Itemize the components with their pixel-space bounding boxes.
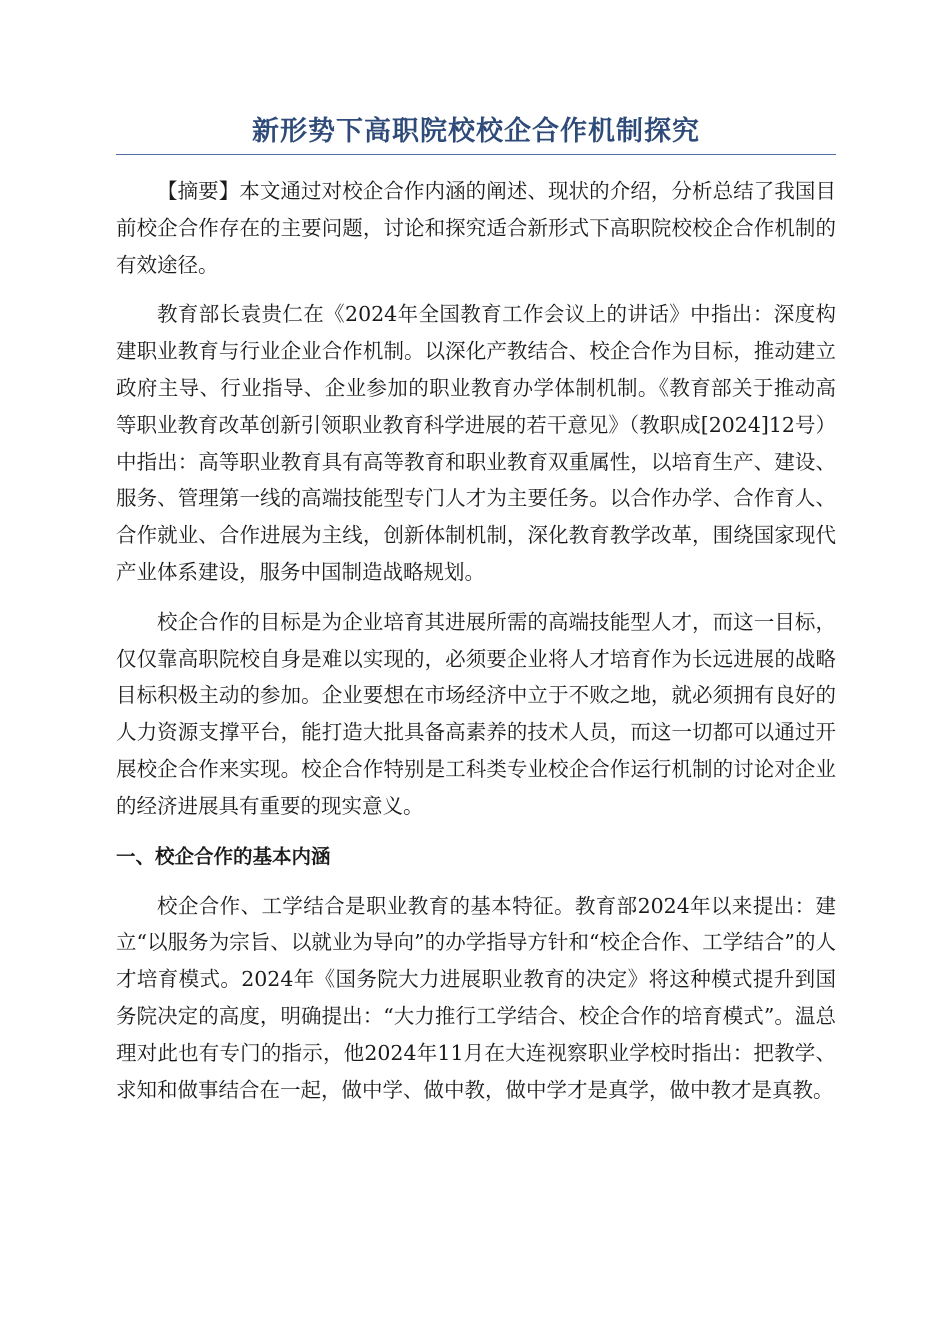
body-paragraph-education-minister: 教育部长袁贵仁在《2024年全国教育工作会议上的讲话》中指出：深度构建职业教育与行业企业合作机制。以深化产教结合、校企合作为目标，推动建立政府主导、行业指导、企业参加的职业教育办学体制机制。《教育部关于推动高等职业教育改革创新引领职业教育科学进展的若干意见》（教职成[2024]12号）中指出：高等职业教育具有高等教育和职业教育双重属性，以培育生产、建设、服务、管理第一线的高端技能型专门人才为主要任务。以合作办学、合作育人、合作就业、合作进展为主线，创新体制机制，深化教育教学改革，围绕国家现代产业体系建设，服务中国制造战略规划。 bbox=[116, 302, 836, 584]
document-page bbox=[116, 112, 836, 1108]
section-heading-basic-connotation: 一、校企合作的基本内涵 bbox=[116, 844, 331, 868]
body-paragraph-basic-features: 校企合作、工学结合是职业教育的基本特征。教育部2024年以来提出：建立“以服务为宗旨、以就业为导向”的办学指导方针和“校企合作、工学结合”的人才培育模式。2024年《国务院大力进展职业教育的决定》将这种模式提升到国务院决定的高度，明确提出：“大力推行工学结合、校企合作的培育模式”。温总理对此也有专门的指示，他2024年11月在大连视察职业学校时指出：把教学、求知和做事结合在一起，做中学、做中教，做中学才是真学，做中教才是真教。 bbox=[116, 893, 836, 1102]
abstract-paragraph: 【摘要】本文通过对校企合作内涵的阐述、现状的介绍，分析总结了我国目前校企合作存在的主要问题，讨论和探究适合新形式下高职院校校企合作机制的有效途径。 bbox=[116, 179, 836, 277]
document-title: 新形势下高职院校校企合作机制探究 bbox=[116, 112, 836, 155]
body-paragraph-cooperation-goal: 校企合作的目标是为企业培育其进展所需的高端技能型人才，而这一目标，仅仅靠高职院校自身是难以实现的，必须要企业将人才培育作为长远进展的战略目标积极主动的参加。企业要想在市场经济中立于不败之地，就必须拥有良好的人力资源支撑平台，能打造大批具备高素养的技术人员，而这一切都可以通过开展校企合作来实现。校企合作特别是工科类专业校企合作运行机制的讨论对企业的经济进展具有重要的现实意义。 bbox=[116, 609, 836, 818]
